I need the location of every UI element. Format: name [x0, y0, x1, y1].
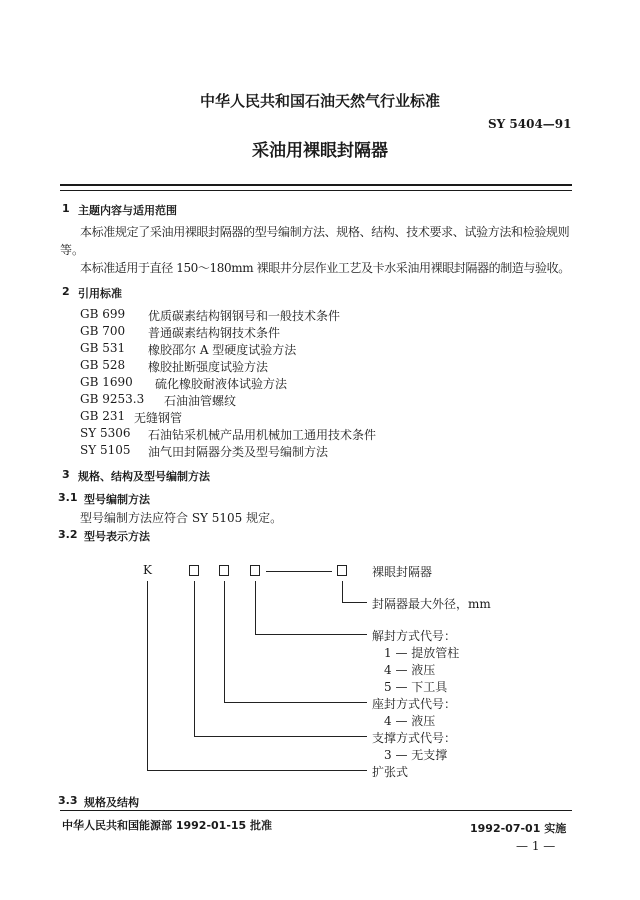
section-3-number: 3 — [62, 468, 70, 481]
section-3-3-number: 3.3 — [58, 794, 78, 807]
section-3-3-heading: 规格及结构 — [84, 796, 139, 809]
section-3-2-number: 3.2 — [58, 528, 78, 541]
support-leader-vertical — [194, 581, 195, 736]
reference-title: 石油钻采机械产品用机械加工通用技术条件 — [148, 428, 377, 442]
standard-code: SY 5404—91 — [488, 117, 572, 131]
support-leader-horizontal — [194, 736, 367, 737]
section-1-para1-line2: 等。 — [60, 243, 85, 257]
expand-type-label: 扩张式 — [372, 765, 409, 779]
reference-code: GB 231 — [80, 409, 126, 423]
reference-code: SY 5105 — [80, 443, 131, 457]
reference-code: GB 1690 — [80, 375, 133, 389]
header-rule-thin — [60, 190, 572, 191]
reference-title: 普通碳素结构钢技术条件 — [148, 326, 281, 340]
org-title: 中华人民共和国石油天然气行业标准 — [199, 92, 440, 110]
section-2-number: 2 — [62, 285, 70, 298]
reference-title: 橡胶邵尔 A 型硬度试验方法 — [148, 343, 297, 357]
model-code-box-diameter — [337, 565, 347, 576]
seat-option: 4 — 液压 — [384, 714, 436, 728]
model-code-box-support — [189, 565, 199, 576]
section-3-1-heading: 型号编制方法 — [84, 493, 150, 506]
unseal-option: 4 — 液压 — [384, 663, 436, 677]
model-code-connector — [266, 571, 332, 572]
page-number: — 1 — — [516, 839, 556, 853]
section-1-heading: 主题内容与适用范围 — [78, 204, 177, 217]
expand-leader-horizontal — [147, 770, 367, 771]
reference-title: 油气田封隔器分类及型号编制方法 — [148, 445, 329, 459]
reference-code: GB 531 — [80, 341, 126, 355]
unseal-leader-horizontal — [255, 634, 367, 635]
section-3-heading: 规格、结构及型号编制方法 — [78, 470, 210, 483]
model-prefix-k: K — [143, 563, 152, 577]
unseal-option: 5 — 下工具 — [384, 680, 448, 694]
support-code-label: 支撑方式代号： — [372, 731, 457, 745]
support-option: 3 — 无支撑 — [384, 748, 448, 762]
seat-code-label: 座封方式代号： — [372, 697, 457, 711]
section-1-number: 1 — [62, 202, 70, 215]
section-3-1-text: 型号编制方法应符合 SY 5105 规定。 — [80, 511, 283, 525]
expand-leader-vertical — [147, 581, 148, 770]
reference-code: GB 528 — [80, 358, 126, 372]
reference-title: 无缝钢管 — [134, 411, 183, 425]
effective-date: 1992-07-01 实施 — [470, 822, 567, 835]
reference-title: 石油油管螺纹 — [164, 394, 237, 408]
section-1-para1-line1: 本标准规定了采油用裸眼封隔器的型号编制方法、规格、结构、技术要求、试验方法和检验规则 — [80, 225, 570, 239]
header-rule-thick — [60, 184, 572, 186]
section-3-2-heading: 型号表示方法 — [84, 530, 150, 543]
product-name-label: 裸眼封隔器 — [372, 565, 433, 579]
footer-rule — [60, 810, 572, 811]
unseal-code-label: 解封方式代号： — [372, 629, 457, 643]
approval-line: 中华人民共和国能源部 1992-01-15 批准 — [62, 819, 273, 832]
diameter-label: 封隔器最大外径，mm — [372, 597, 491, 611]
model-code-box-seat — [219, 565, 229, 576]
seat-leader-horizontal — [224, 702, 367, 703]
reference-code: GB 699 — [80, 307, 126, 321]
section-1-para2: 本标准适用于直径 150～180mm 裸眼井分层作业工艺及卡水采油用裸眼封隔器的制造与验收。 — [80, 261, 570, 275]
section-3-1-number: 3.1 — [58, 491, 78, 504]
seat-leader-vertical — [224, 581, 225, 702]
unseal-leader-vertical — [255, 581, 256, 634]
diameter-leader-vertical — [342, 581, 343, 602]
reference-code: GB 700 — [80, 324, 126, 338]
reference-title: 优质碳素结构钢钢号和一般技术条件 — [148, 309, 341, 323]
unseal-option: 1 — 提放管柱 — [384, 646, 460, 660]
model-code-box-unseal — [250, 565, 260, 576]
reference-title: 橡胶扯断强度试验方法 — [148, 360, 269, 374]
section-2-heading: 引用标准 — [78, 287, 122, 300]
diameter-leader-horizontal — [342, 602, 367, 603]
doc-title: 采油用裸眼封隔器 — [252, 141, 388, 161]
reference-title: 硫化橡胶耐液体试验方法 — [155, 377, 288, 391]
reference-code: SY 5306 — [80, 426, 131, 440]
reference-code: GB 9253.3 — [80, 392, 145, 406]
